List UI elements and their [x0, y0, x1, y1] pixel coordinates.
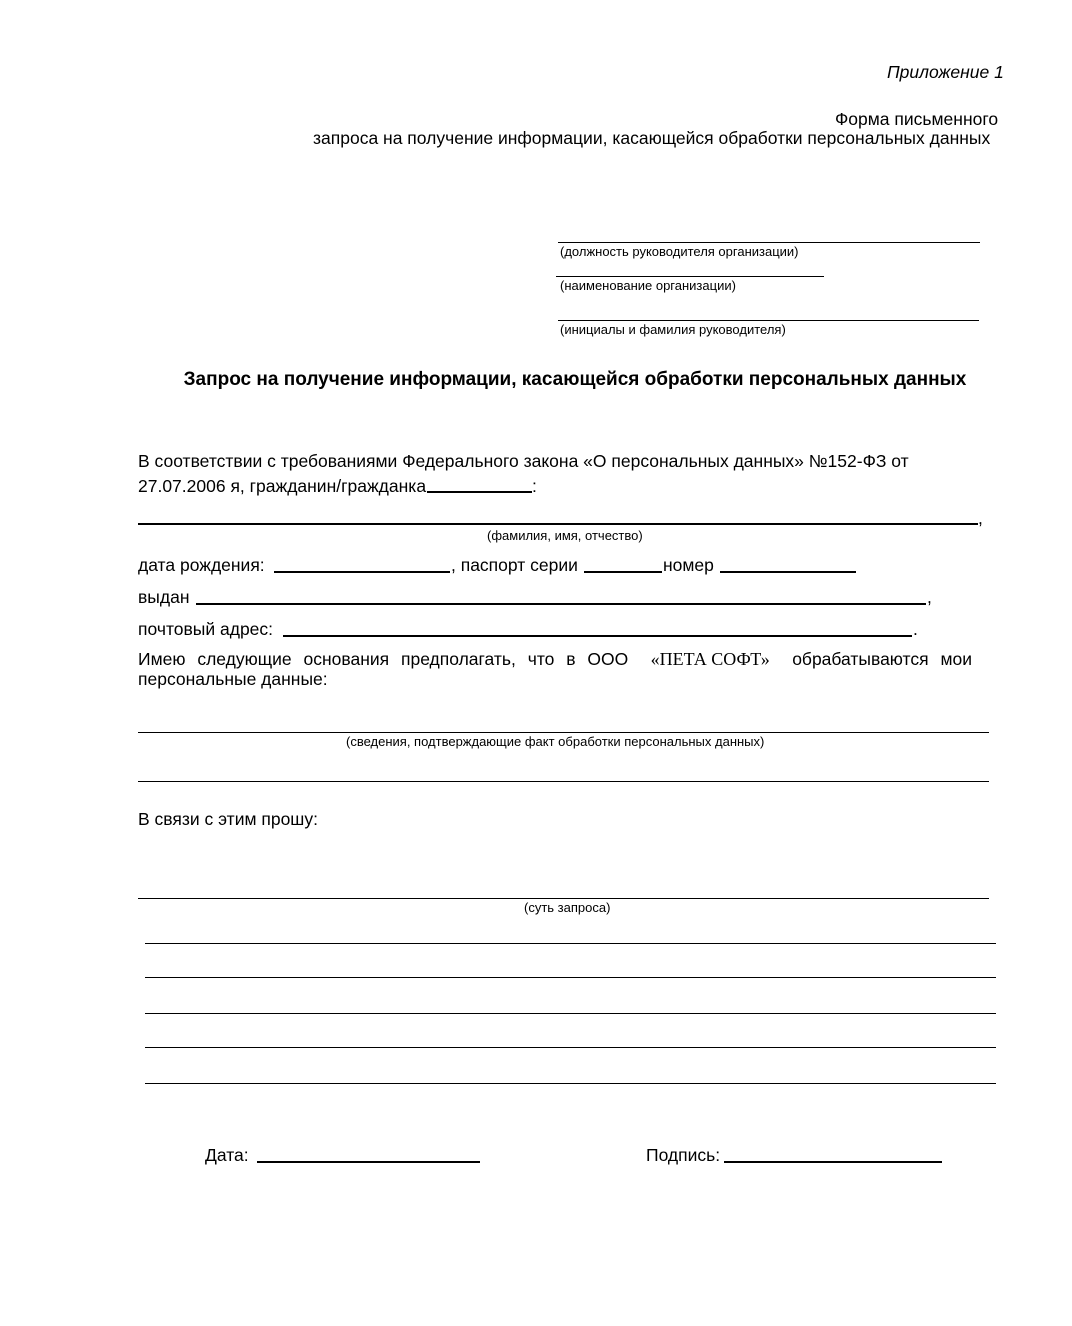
issued-field[interactable]: [196, 603, 926, 605]
organization-field[interactable]: [556, 276, 824, 277]
signature-label: Подпись:: [646, 1145, 721, 1165]
date-label: Дата:: [205, 1145, 249, 1165]
issued-label: выдан: [138, 587, 190, 607]
fio-field[interactable]: [138, 523, 978, 525]
request-extra-line[interactable]: [145, 1047, 996, 1048]
birth-date-field[interactable]: [274, 571, 450, 573]
head-name-caption: (инициалы и фамилия руководителя): [560, 322, 786, 337]
date-field[interactable]: [257, 1161, 480, 1163]
grounds-line1: [138, 649, 972, 670]
form-title-line1: Форма письменного: [835, 109, 999, 129]
request-extra-line[interactable]: [145, 977, 996, 978]
grounds-text-a: Имею следующие основания предполагать, что в ООО: [138, 649, 629, 669]
company-name: «ПЕТА СОФТ»: [650, 649, 770, 669]
passport-number-field[interactable]: [720, 571, 856, 573]
issued-comma: ,: [927, 587, 932, 607]
address-dot: .: [913, 619, 918, 639]
passport-number-label: номер: [663, 555, 714, 575]
evidence-caption: (сведения, подтверждающие факт обработки персональных данных): [346, 734, 765, 749]
appendix-label: Приложение 1: [887, 62, 1004, 82]
address-field[interactable]: [283, 635, 912, 637]
request-extra-line[interactable]: [145, 943, 996, 944]
position-caption: (должность руководителя организации): [560, 244, 799, 259]
request-caption: (суть запроса): [524, 900, 611, 915]
fio-caption: (фамилия, имя, отчество): [487, 528, 643, 543]
evidence-field[interactable]: [138, 732, 989, 733]
request-field[interactable]: [138, 898, 989, 899]
organization-caption: (наименование организации): [560, 278, 736, 293]
document-title: Запрос на получение информации, касающейся обработки персональных данных: [183, 369, 967, 390]
position-field[interactable]: [558, 242, 980, 243]
head-name-field[interactable]: [558, 320, 979, 321]
address-label: почтовый адрес:: [138, 619, 274, 639]
passport-series-field[interactable]: [584, 571, 662, 573]
grounds-text-b: обрабатываются мои: [792, 649, 972, 669]
intro-line1: В соответствии с требованиями Федерального закона «О персональных данных» №152-ФЗ от: [138, 451, 909, 471]
request-extra-line[interactable]: [145, 1013, 996, 1014]
fio-comma: ,: [978, 508, 983, 528]
signature-field[interactable]: [724, 1161, 942, 1163]
birth-date-label: дата рождения:: [138, 555, 265, 575]
form-title-line2: запроса на получение информации, касающейся обработки персональных данных: [313, 128, 991, 148]
passport-series-label: , паспорт серии: [451, 555, 578, 575]
evidence-field-2[interactable]: [138, 781, 989, 782]
citizen-field[interactable]: [427, 491, 532, 493]
request-extra-line[interactable]: [145, 1083, 996, 1084]
grounds-line2: персональные данные:: [138, 669, 328, 689]
intro-line2: 27.07.2006 я, гражданин/гражданка: [138, 476, 427, 496]
intro-colon: :: [532, 476, 537, 496]
request-label: В связи с этим прошу:: [138, 809, 318, 829]
